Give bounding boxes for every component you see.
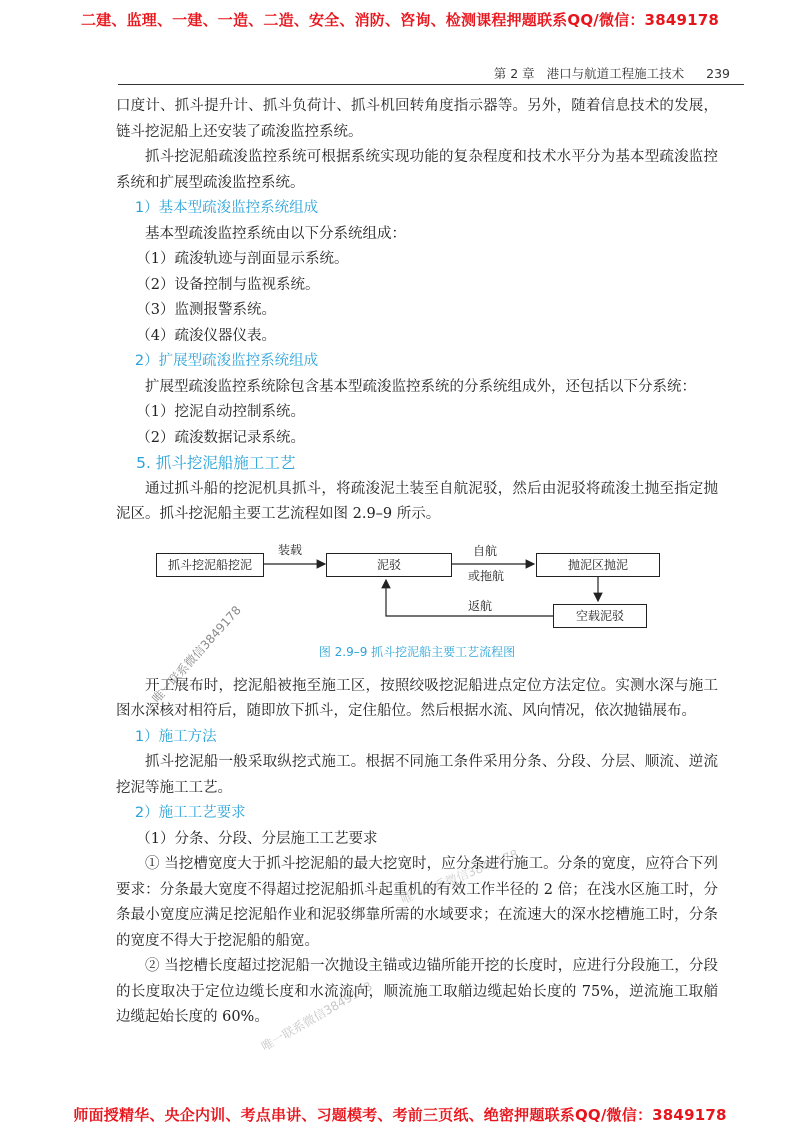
paragraph: 开工展布时，挖泥船被拖至施工区，按照绞吸挖泥船进点定位方法定位。实测水深与施工图水深核对相符后，随即放下抓斗，定住船位。然后根据水流、风向情况，依次抛锚展布。 xyxy=(116,677,718,719)
paragraph: 抓斗挖泥船一般采取纵挖式施工。根据不同施工条件采用分条、分段、分层、顺流、逆流挖泥等施工工艺。 xyxy=(116,754,718,796)
top-promo-banner: 二建、监理、一建、一造、二造、安全、消防、咨询、检测课程押题联系QQ/微信：3849178 xyxy=(80,11,720,29)
subsection-heading: 1）施工方法 xyxy=(134,728,217,745)
list-item: （4）疏浚仪器仪表。 xyxy=(136,327,277,344)
paragraph: 基本型疏浚监控系统由以下分系统组成： xyxy=(145,225,406,242)
paragraph: ① 当挖槽宽度大于抓斗挖泥船的最大挖宽时，应分条进行施工。分条的宽度，应符合下列要求：分条最大宽度不得超过挖泥船抓斗起重机的有效工作半径的 2 倍；在浅水区施工时，分条最小宽度应满足挖泥船作业和泥驳绑靠所需的水域要求；在流速大的深水挖槽施工时，分条的宽度不得大于挖泥船的船宽。 xyxy=(116,856,718,949)
subsection-heading: 2）扩展型疏浚监控系统组成 xyxy=(134,353,319,369)
chapter-number: 第 2 章 xyxy=(493,66,535,81)
subsection-heading: 2）施工工艺要求 xyxy=(134,805,246,821)
subsection-heading: 1）基本型疏浚监控系统组成 xyxy=(134,200,319,216)
list-item: （1）分条、分段、分层施工工艺要求 xyxy=(136,830,378,847)
header-rule xyxy=(118,84,744,85)
label-self-propelled: 自航 xyxy=(473,543,498,558)
flow-box-dumping: 抛泥区抛泥 xyxy=(536,553,660,577)
running-header xyxy=(494,64,730,82)
list-item: （2）设备控制与监视系统。 xyxy=(136,276,320,293)
flow-box-empty-barge: 空载泥驳 xyxy=(553,604,647,628)
list-item: （1）疏浚轨迹与剖面显示系统。 xyxy=(136,251,349,267)
label-return: 返航 xyxy=(468,598,493,613)
list-item: （1）挖泥自动控制系统。 xyxy=(136,404,306,420)
paragraph: 扩展型疏浚监控系统除包含基本型疏浚监控系统的分系统组成外，还包括以下分系统： xyxy=(145,378,696,395)
section-heading: 5. 抓斗挖泥船施工工艺 xyxy=(136,454,296,472)
list-item: （3）监测报警系统。 xyxy=(136,302,277,318)
paragraph: ② 当挖槽长度超过挖泥船一次抛设主锚或边锚所能开挖的长度时，应进行分段施工，分段的长度取决于定位边缆长度和水流流向，顺流施工取艏边缆起始长度的 75%，逆流施工取艏边缆起始长度的 60%。 xyxy=(116,958,718,1025)
label-load: 装载 xyxy=(278,542,303,557)
watermark-text: 唯一联系微信3849178 xyxy=(259,979,375,1054)
flow-box-dredging: 抓斗挖泥船挖泥 xyxy=(156,553,264,577)
list-item: （2）疏浚数据记录系统。 xyxy=(136,429,306,446)
watermark-text: 唯一联系微信3849178 xyxy=(149,603,244,706)
paragraph: 抓斗挖泥船疏浚监控系统可根据系统实现功能的复杂程度和技术水平分为基本型疏浚监控系统和扩展型疏浚监控系统。 xyxy=(116,149,718,191)
label-towed: 或拖航 xyxy=(468,568,505,583)
paragraph: 口度计、抓斗提升计、抓斗负荷计、抓斗机回转角度指示器等。另外，随着信息技术的发展，链斗挖泥船上还安装了疏浚监控系统。 xyxy=(116,98,718,140)
watermark-text: 唯一联系微信3849178 xyxy=(398,846,521,907)
paragraph: 通过抓斗船的挖泥机具抓斗，将疏浚泥土装至自航泥驳，然后由泥驳将疏浚土抛至指定抛泥区。抓斗挖泥船主要工艺流程如图 2.9–9 所示。 xyxy=(116,480,718,522)
bottom-promo-banner: 师面授精华、央企内训、考点串讲、习题模考、考前三页纸、绝密押题联系QQ/微信：3849178 xyxy=(73,1106,727,1124)
flow-box-barge: 泥驳 xyxy=(326,553,452,577)
chapter-title: 港口与航道工程施工技术 xyxy=(546,66,685,81)
figure-caption: 图 2.9–9 抓斗挖泥船主要工艺流程图 xyxy=(318,644,516,659)
page-number: 239 xyxy=(706,66,730,81)
